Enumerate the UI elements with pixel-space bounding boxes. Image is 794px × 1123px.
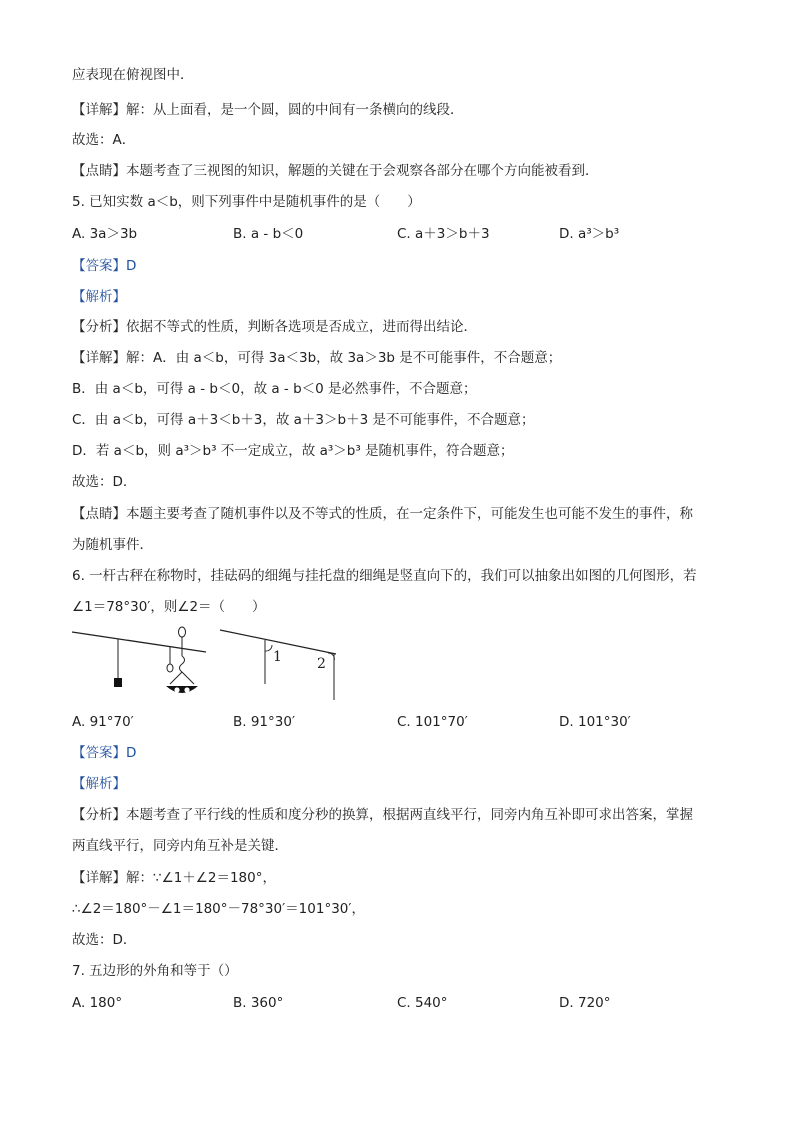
q5-option-b: B. a - b＜0 [233,226,304,242]
q6-option-a: A. 91°70′ [72,714,134,730]
answer-heading: 【答案】D [72,745,137,761]
text-line: 【点睛】本题主要考查了随机事件以及不等式的性质，在一定条件下，可能发生也可能不发生的事件，称 [72,506,693,522]
question-5-stem: 5. 已知实数 a＜b，则下列事件中是随机事件的是（ ） [72,194,421,210]
q5-option-c: C. a＋3＞b＋3 [397,226,490,242]
geometry-diagram [220,630,336,700]
text-line: 应表现在俯视图中． [72,67,194,83]
analysis-heading: 【解析】 [72,289,126,305]
q7-option-a: A. 180° [72,995,123,1011]
text-line: 【详解】解：从上面看，是一个圆，圆的中间有一条横向的线段． [72,102,464,118]
text-line: C．由 a＜b，可得 a＋3＜b＋3，故 a＋3＞b＋3 是不可能事件，不合题意； [72,412,535,428]
text-line: 故选：D． [72,474,137,490]
angle-1-label: 1 [273,649,282,665]
text-line: 【分析】依据不等式的性质，判断各选项是否成立，进而得出结论． [72,319,477,335]
q5-option-d: D. a³＞b³ [559,226,620,242]
text-line: ∴∠2＝180°－∠1＝180°－78°30′＝101°30′， [72,901,365,917]
text-line: 【详解】解：A．由 a＜b，可得 3a＜3b，故 3a＞3b 是不可能事件，不合题意； [72,350,562,366]
text-line: 为随机事件． [72,537,153,553]
q7-option-b: B. 360° [233,995,284,1011]
text-line: 故选：D． [72,932,137,948]
q6-option-d: D. 101°30′ [559,714,631,730]
text-line: B．由 a＜b，可得 a - b＜0，故 a - b＜0 是必然事件，不合题意； [72,381,477,397]
angle-2-label: 2 [317,656,326,672]
text-line: 【详解】解：∵∠1＋∠2＝180°， [72,870,276,886]
question-7-stem: 7. 五边形的外角和等于（） [72,963,238,979]
text-line: 故选：A． [72,132,136,148]
question-6-stem: 6. 一杆古秤在称物时，挂砝码的细绳与挂托盘的细绳是竖直向下的，我们可以抽象出如图的几何图形，若 [72,568,697,584]
scale-illustration [72,627,206,693]
q6-option-c: C. 101°70′ [397,714,468,730]
steelyard-figure [70,624,340,704]
text-line: 【点睛】本题考查了三视图的知识，解题的关键在于会观察各部分在哪个方向能被看到． [72,163,599,179]
text-line: D．若 a＜b，则 a³＞b³ 不一定成立，故 a³＞b³ 是随机事件，符合题意； [72,443,514,459]
text-line: 两直线平行，同旁内角互补是关键． [72,838,288,854]
analysis-heading: 【解析】 [72,776,126,792]
q6-option-b: B. 91°30′ [233,714,296,730]
q5-option-a: A. 3a＞3b [72,226,138,242]
q7-option-c: C. 540° [397,995,448,1011]
answer-heading: 【答案】D [72,258,137,274]
question-6-stem: ∠1＝78°30′，则∠2＝（ ） [72,599,266,615]
text-line: 【分析】本题考查了平行线的性质和度分秒的换算，根据两直线平行，同旁内角互补即可求出答案，掌握 [72,807,693,823]
q7-option-d: D. 720° [559,995,611,1011]
